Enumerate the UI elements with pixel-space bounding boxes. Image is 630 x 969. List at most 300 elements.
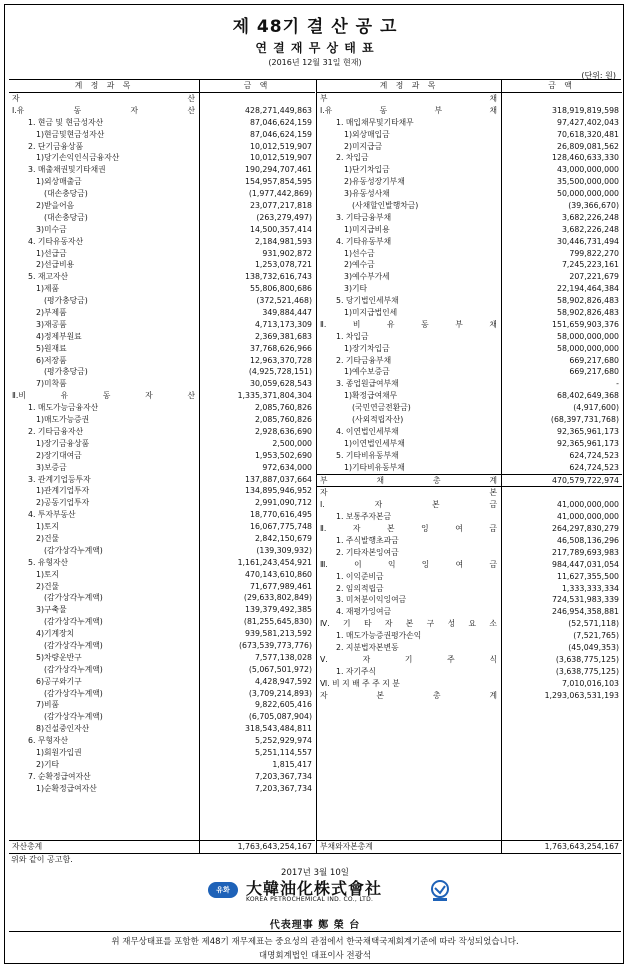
amount-value: 7,010,016,103 bbox=[561, 678, 619, 688]
account-name: Ⅵ. 비 지 배 주 주 지 분 bbox=[320, 678, 400, 688]
amount-value: - bbox=[616, 379, 619, 389]
account-name: 1. 현금 및 현금성자산 bbox=[28, 117, 104, 127]
representative-signature: 代表理事 鄭 榮 台 bbox=[269, 920, 361, 931]
table-row bbox=[9, 283, 315, 295]
account-name: 4)정제부원료 bbox=[36, 331, 82, 341]
account-name: 1. 이익준비금 bbox=[336, 571, 384, 581]
table-row bbox=[9, 711, 315, 723]
amount-value: 58,902,826,483 bbox=[556, 296, 619, 306]
account-name: 3. 기타금융부채 bbox=[336, 212, 392, 222]
amount-value: 154,957,854,595 bbox=[245, 177, 312, 187]
table-row bbox=[317, 606, 622, 618]
table-row bbox=[9, 545, 315, 557]
account-name: (감가상각누계액) bbox=[44, 664, 103, 674]
liab-equity-total-row bbox=[317, 840, 622, 852]
account-name: (평가충당금) bbox=[44, 367, 88, 377]
table-row bbox=[9, 497, 315, 509]
table-row bbox=[9, 295, 315, 307]
amount-value: 984,447,031,054 bbox=[552, 559, 619, 569]
table-row bbox=[9, 117, 315, 129]
table-row bbox=[9, 188, 315, 200]
account-name: 1)기타비유동부채 bbox=[344, 462, 405, 472]
table-row bbox=[317, 594, 622, 606]
account-name: 4. 재평가잉여금 bbox=[336, 607, 392, 617]
amount-value: 1,335,371,804,304 bbox=[237, 391, 312, 401]
account-name: 3)구축물 bbox=[36, 605, 67, 615]
account-name: Ⅲ. 이 익 잉 여 금 bbox=[320, 559, 497, 569]
account-name: 5. 재고자산 bbox=[28, 272, 69, 282]
account-name: 6. 무형자산 bbox=[28, 736, 69, 746]
table-row bbox=[317, 378, 622, 390]
table-row bbox=[9, 581, 315, 593]
table-row bbox=[9, 200, 315, 212]
table-row bbox=[9, 557, 315, 569]
table-row bbox=[317, 319, 622, 331]
account-name: 7. 순확정급여자산 bbox=[28, 771, 91, 781]
amount-value: 2,184,981,593 bbox=[254, 236, 312, 246]
account-name: 2)건물 bbox=[36, 533, 60, 543]
amount-value: 22,194,464,384 bbox=[556, 284, 619, 294]
notice-date: 2017년 3월 10일 bbox=[281, 868, 349, 878]
account-name: 1)미지급법인세 bbox=[344, 308, 398, 318]
account-name: (대손충당금) bbox=[44, 212, 88, 222]
table-row bbox=[317, 129, 622, 141]
amount-value: 190,294,707,461 bbox=[245, 165, 312, 175]
amount-value: 1,815,417 bbox=[272, 759, 312, 769]
assets-total-amount: 1,763,643,254,167 bbox=[237, 842, 312, 851]
amount-value: 1,333,333,334 bbox=[561, 583, 619, 593]
account-name: 부 채 bbox=[320, 94, 497, 103]
table-row bbox=[9, 783, 315, 795]
account-name: 2)받을어음 bbox=[36, 201, 75, 211]
account-name: 2. 임의적립금 bbox=[336, 583, 384, 593]
table-row bbox=[317, 366, 622, 378]
account-name: Ⅱ. 자 본 잉 여 금 bbox=[320, 524, 497, 534]
account-name: (평가충당금) bbox=[44, 296, 88, 306]
account-name: (감가상각누계액) bbox=[44, 593, 103, 603]
amount-value: 2,500,000 bbox=[272, 438, 312, 448]
account-name: 1)예수보증금 bbox=[344, 367, 390, 377]
amount-value: 5,252,929,974 bbox=[254, 736, 312, 746]
table-row bbox=[9, 378, 315, 390]
account-name: 부 채 총 계 bbox=[320, 475, 497, 485]
assets-total-row bbox=[9, 840, 315, 852]
table-row bbox=[9, 259, 315, 271]
table-row bbox=[9, 212, 315, 224]
account-name: 1)외상매입금 bbox=[344, 129, 390, 139]
account-name: 8)건설중인자산 bbox=[36, 724, 90, 734]
amount-value: 7,245,223,161 bbox=[561, 260, 619, 270]
account-name: 3)보증금 bbox=[36, 462, 67, 472]
amount-value: 26,809,081,562 bbox=[556, 141, 619, 151]
table-row bbox=[9, 474, 315, 486]
amount-value: 137,887,037,664 bbox=[245, 474, 312, 484]
amount-value: 2,369,381,683 bbox=[254, 331, 312, 341]
table-row bbox=[9, 485, 315, 497]
amount-value: 10,012,519,907 bbox=[249, 153, 312, 163]
account-name: 3. 종업원급여부채 bbox=[336, 379, 399, 389]
table-row bbox=[317, 402, 622, 414]
account-name: 3. 미처분이익잉여금 bbox=[336, 595, 407, 605]
table-row bbox=[9, 747, 315, 759]
amount-value: 4,428,947,592 bbox=[254, 676, 312, 686]
amount-value: 37,768,626,966 bbox=[249, 343, 312, 353]
amount-value: (39,366,670) bbox=[568, 201, 619, 211]
table-row bbox=[317, 630, 622, 642]
table-row bbox=[317, 307, 622, 319]
account-name: (감가상각누계액) bbox=[44, 617, 103, 627]
amount-value: 128,460,633,330 bbox=[552, 153, 619, 163]
table-row bbox=[9, 426, 315, 438]
amount-value: 3,682,226,248 bbox=[561, 212, 619, 222]
table-row bbox=[317, 283, 622, 295]
table-header-right bbox=[317, 80, 622, 93]
account-name: 3. 관계기업등투자 bbox=[28, 474, 91, 484]
amount-value: (52,571,118) bbox=[568, 619, 619, 629]
amount-value: (673,539,773,776) bbox=[238, 640, 312, 650]
account-name: Ⅱ.비 유 동 자 산 bbox=[12, 391, 195, 401]
table-row bbox=[9, 616, 315, 628]
account-name: 4. 기타유동자산 bbox=[28, 236, 84, 246]
account-name: 2)기타 bbox=[36, 759, 60, 769]
table-row bbox=[9, 628, 315, 640]
unit-label: (단위: 원) bbox=[581, 71, 616, 80]
assets-total-label: 자산총계 bbox=[12, 842, 43, 851]
table-row bbox=[317, 200, 622, 212]
account-name: 5. 당기법인세부채 bbox=[336, 296, 399, 306]
amount-value: 428,271,449,863 bbox=[245, 105, 312, 115]
amount-value: 2,991,090,712 bbox=[254, 498, 312, 508]
account-name: 1. 매도가능증권평가손익 bbox=[336, 631, 422, 641]
amount-value: 799,822,270 bbox=[569, 248, 619, 258]
table-row bbox=[317, 105, 622, 117]
amount-value: 97,427,402,043 bbox=[556, 117, 619, 127]
table-row bbox=[317, 141, 622, 153]
account-name: 1)외상매출금 bbox=[36, 177, 82, 187]
table-row bbox=[317, 666, 622, 678]
table-row bbox=[9, 521, 315, 533]
amount-value: 18,770,616,495 bbox=[249, 510, 312, 520]
header-amount: 금 액 bbox=[243, 81, 271, 90]
table-row bbox=[317, 259, 622, 271]
certification-mark-icon bbox=[430, 880, 450, 902]
amount-value: 14,500,357,414 bbox=[249, 224, 312, 234]
table-header-left bbox=[9, 80, 315, 93]
amount-value: (372,521,468) bbox=[256, 296, 312, 306]
table-row bbox=[317, 164, 622, 176]
amount-value: 972,634,000 bbox=[262, 462, 312, 472]
table-row bbox=[9, 176, 315, 188]
table-row bbox=[9, 319, 315, 331]
amount-value: 92,365,961,173 bbox=[556, 438, 619, 448]
table-row bbox=[317, 188, 622, 200]
account-name: 1. 자기주식 bbox=[336, 666, 377, 676]
table-row bbox=[317, 499, 622, 511]
amount-value: 207,221,679 bbox=[569, 272, 619, 282]
table-row bbox=[9, 604, 315, 616]
audit-statement-box bbox=[9, 931, 621, 962]
table-row bbox=[317, 224, 622, 236]
account-name: 2)선급비용 bbox=[36, 260, 75, 270]
table-row bbox=[317, 690, 622, 702]
account-name: 1)제품 bbox=[36, 284, 60, 294]
account-name: 자 본 총 계 bbox=[320, 690, 497, 700]
table-row bbox=[9, 533, 315, 545]
amount-value: 50,000,000,000 bbox=[556, 189, 619, 199]
account-name: 1)선급금 bbox=[36, 248, 67, 258]
amount-value: 7,203,367,734 bbox=[254, 783, 312, 793]
amount-value: 139,379,492,385 bbox=[245, 605, 312, 615]
account-name: (감가상각누계액) bbox=[44, 545, 103, 555]
table-row bbox=[317, 438, 622, 450]
account-name: 7)미착품 bbox=[36, 379, 67, 389]
table-row bbox=[9, 450, 315, 462]
amount-value: (263,279,497) bbox=[256, 212, 312, 222]
account-name: (사외적립자산) bbox=[352, 415, 404, 425]
table-row bbox=[9, 105, 315, 117]
amount-value: (5,067,501,972) bbox=[248, 664, 312, 674]
account-name: 3)예수부가세 bbox=[344, 272, 390, 282]
account-name: (사채할인발행차금) bbox=[352, 201, 419, 211]
table-row bbox=[9, 164, 315, 176]
amount-value: 349,884,447 bbox=[262, 308, 312, 318]
amount-value: 12,963,370,728 bbox=[249, 355, 312, 365]
table-row bbox=[9, 688, 315, 700]
amount-value: 1,953,502,690 bbox=[254, 450, 312, 460]
account-name: 4. 투자부동산 bbox=[28, 510, 76, 520]
amount-value: 87,046,624,159 bbox=[249, 117, 312, 127]
table-row bbox=[9, 390, 315, 402]
amount-value: 55,806,800,686 bbox=[249, 284, 312, 294]
amount-value: 58,902,826,483 bbox=[556, 308, 619, 318]
account-name: 1. 매도가능금융자산 bbox=[28, 403, 99, 413]
table-row bbox=[317, 654, 622, 666]
amount-value: 30,059,628,543 bbox=[249, 379, 312, 389]
table-row bbox=[9, 664, 315, 676]
account-name: 4. 기타유동부채 bbox=[336, 236, 392, 246]
account-name: 3)재공품 bbox=[36, 319, 67, 329]
account-name: 1)토지 bbox=[36, 569, 60, 579]
account-name: (감가상각누계액) bbox=[44, 712, 103, 722]
account-name: 1)장기금융상품 bbox=[36, 438, 90, 448]
table-row bbox=[317, 331, 622, 343]
table-row bbox=[9, 248, 315, 260]
account-name: 3)기타 bbox=[344, 284, 368, 294]
table-row bbox=[317, 271, 622, 283]
table-row bbox=[9, 141, 315, 153]
amount-value: 46,508,136,296 bbox=[556, 535, 619, 545]
amount-value: 71,677,989,461 bbox=[249, 581, 312, 591]
amount-value: 2,842,150,679 bbox=[254, 533, 312, 543]
amount-value: 70,618,320,481 bbox=[556, 129, 619, 139]
table-row bbox=[9, 771, 315, 783]
account-name: 2. 기타자본잉여금 bbox=[336, 547, 399, 557]
account-name: Ⅴ. 자 기 주 식 bbox=[320, 654, 497, 664]
account-name: 5)차량운반구 bbox=[36, 652, 82, 662]
table-row bbox=[9, 509, 315, 521]
amount-value: 931,902,872 bbox=[262, 248, 312, 258]
table-row bbox=[317, 642, 622, 654]
account-name: 자 본 bbox=[320, 488, 497, 498]
account-name: 1. 보통주자본금 bbox=[336, 512, 392, 522]
company-name-en: KOREA PETROCHEMICAL IND. CO., LTD. bbox=[246, 896, 374, 903]
account-name: 2. 기타금융자산 bbox=[28, 426, 84, 436]
account-name: 1)토지 bbox=[36, 522, 60, 532]
amount-value: 217,789,693,983 bbox=[552, 547, 619, 557]
amount-value: (139,309,932) bbox=[256, 545, 312, 555]
amount-value: (3,709,214,893) bbox=[248, 688, 312, 698]
table-row bbox=[317, 426, 622, 438]
header-account: 계 정 과 목 bbox=[379, 81, 439, 90]
account-name: 3. 매출채권및기타채권 bbox=[28, 165, 106, 175]
page-title: 제 48기 결 산 공 고 bbox=[232, 17, 398, 37]
table-row bbox=[317, 583, 622, 595]
assets-rows bbox=[9, 93, 315, 795]
account-name: 2)미지급금 bbox=[344, 141, 383, 151]
amount-value: 7,203,367,734 bbox=[254, 771, 312, 781]
account-name: 1)장기차입금 bbox=[344, 343, 390, 353]
table-row bbox=[317, 559, 622, 571]
table-row bbox=[9, 366, 315, 378]
page-subtitle: 연 결 재 무 상 태 표 bbox=[255, 41, 375, 55]
account-name: 1)미지급비용 bbox=[344, 224, 390, 234]
balance-sheet-table bbox=[9, 79, 621, 854]
amount-value: 41,000,000,000 bbox=[556, 500, 619, 510]
account-name: 1)매도가능증권 bbox=[36, 415, 90, 425]
liabilities-equity-half bbox=[316, 80, 622, 853]
account-name: 1)현금및현금성자산 bbox=[36, 129, 105, 139]
amount-value: 470,579,722,974 bbox=[552, 475, 619, 485]
account-name: 1. 차입금 bbox=[336, 331, 369, 341]
account-name: 5. 기타비유동부채 bbox=[336, 450, 399, 460]
amount-value: 138,732,616,743 bbox=[245, 272, 312, 282]
assets-half bbox=[9, 80, 315, 853]
table-row bbox=[317, 450, 622, 462]
amount-value: 3,682,226,248 bbox=[561, 224, 619, 234]
amount-value: 68,402,649,368 bbox=[556, 391, 619, 401]
header-amount: 금 액 bbox=[548, 81, 575, 90]
table-row bbox=[317, 295, 622, 307]
amount-value: 151,659,903,376 bbox=[552, 319, 619, 329]
auditor-name: 대명회계법인 대표이사 전광석 bbox=[258, 951, 372, 961]
amount-value: 30,446,731,494 bbox=[556, 236, 619, 246]
amount-value: 87,046,624,159 bbox=[249, 129, 312, 139]
account-name: 1)회원가입권 bbox=[36, 747, 82, 757]
account-name: Ⅱ. 비 유 동 부 채 bbox=[320, 319, 497, 329]
amount-value: (3,638,775,125) bbox=[555, 654, 619, 664]
table-row bbox=[9, 152, 315, 164]
amount-value: 35,500,000,000 bbox=[556, 177, 619, 187]
company-badge-icon: 유화 bbox=[208, 882, 238, 898]
amount-value: 939,581,213,592 bbox=[245, 629, 312, 639]
amount-value: 92,365,961,173 bbox=[556, 426, 619, 436]
company-name-kr: 大韓油化株式會社 bbox=[246, 879, 383, 898]
account-name: 5)원재료 bbox=[36, 343, 67, 353]
account-name: (감가상각누계액) bbox=[44, 688, 103, 698]
amount-value: 11,627,355,500 bbox=[556, 571, 619, 581]
amount-value: 9,822,605,416 bbox=[254, 700, 312, 710]
amount-value: 41,000,000,000 bbox=[556, 512, 619, 522]
closing-note: 위와 같이 공고함. bbox=[11, 855, 73, 864]
table-row bbox=[317, 618, 622, 630]
account-name: Ⅰ.유 동 부 채 bbox=[320, 105, 497, 115]
amount-value: 16,067,775,748 bbox=[249, 522, 312, 532]
account-name: 4)기계장치 bbox=[36, 629, 75, 639]
table-row bbox=[9, 355, 315, 367]
liab-equity-total-label: 부채와자본총계 bbox=[320, 842, 373, 851]
table-row bbox=[9, 271, 315, 283]
account-name: 1)단기차입금 bbox=[344, 165, 390, 175]
table-row bbox=[9, 224, 315, 236]
table-row bbox=[9, 414, 315, 426]
account-name: (대손충당금) bbox=[44, 189, 88, 199]
liab-equity-total-amount: 1,763,643,254,167 bbox=[544, 842, 619, 851]
table-row bbox=[317, 212, 622, 224]
account-name: 2)유동성장기부채 bbox=[344, 177, 405, 187]
account-name: 2)부제품 bbox=[36, 308, 67, 318]
account-name: 1)관계기업투자 bbox=[36, 486, 90, 496]
table-row bbox=[317, 571, 622, 583]
account-name: 7)비품 bbox=[36, 700, 60, 710]
table-row bbox=[9, 735, 315, 747]
table-row bbox=[9, 569, 315, 581]
amount-value: 2,928,636,690 bbox=[254, 426, 312, 436]
report-date: (2016년 12월 31일 현재) bbox=[268, 58, 362, 67]
table-row bbox=[9, 331, 315, 343]
amount-value: 2,085,760,826 bbox=[254, 415, 312, 425]
amount-value: 318,919,819,598 bbox=[552, 105, 619, 115]
table-row bbox=[317, 176, 622, 188]
table-row bbox=[9, 640, 315, 652]
account-name: 1)순확정급여자산 bbox=[36, 783, 97, 793]
table-row bbox=[9, 699, 315, 711]
table-row bbox=[9, 759, 315, 771]
table-row bbox=[317, 511, 622, 523]
table-row bbox=[9, 343, 315, 355]
account-name: 2. 기타금융부채 bbox=[336, 355, 392, 365]
table-row bbox=[317, 678, 622, 690]
account-name: 1)선수금 bbox=[344, 248, 375, 258]
amount-value: (4,925,728,151) bbox=[248, 367, 312, 377]
table-row bbox=[317, 390, 622, 402]
amount-value: (29,633,802,849) bbox=[243, 593, 312, 603]
amount-value: 5,251,114,557 bbox=[254, 747, 312, 757]
amount-value: (68,397,731,768) bbox=[550, 415, 619, 425]
amount-value: (4,917,600) bbox=[573, 403, 619, 413]
account-name: 1)당기손익인식금융자산 bbox=[36, 153, 120, 163]
amount-value: (6,705,087,904) bbox=[248, 712, 312, 722]
table-row bbox=[317, 117, 622, 129]
account-name: 2. 단기금융상품 bbox=[28, 141, 84, 151]
amount-value: (3,638,775,125) bbox=[555, 666, 619, 676]
header-account: 계 정 과 목 bbox=[74, 81, 134, 90]
table-row bbox=[317, 93, 622, 105]
amount-value: 264,297,830,279 bbox=[552, 524, 619, 534]
amount-value: 669,217,680 bbox=[569, 367, 619, 377]
account-name: 3)유동성사채 bbox=[344, 189, 390, 199]
table-row bbox=[317, 248, 622, 260]
account-name: 2. 차입금 bbox=[336, 153, 369, 163]
amount-value: 23,077,217,818 bbox=[249, 201, 312, 211]
table-row bbox=[317, 152, 622, 164]
amount-value: 724,531,983,339 bbox=[552, 595, 619, 605]
table-row bbox=[317, 547, 622, 559]
table-row bbox=[317, 236, 622, 248]
table-row bbox=[9, 652, 315, 664]
amount-value: 58,000,000,000 bbox=[556, 331, 619, 341]
account-name: 2)예수금 bbox=[344, 260, 375, 270]
amount-value: 1,293,063,531,193 bbox=[544, 690, 619, 700]
